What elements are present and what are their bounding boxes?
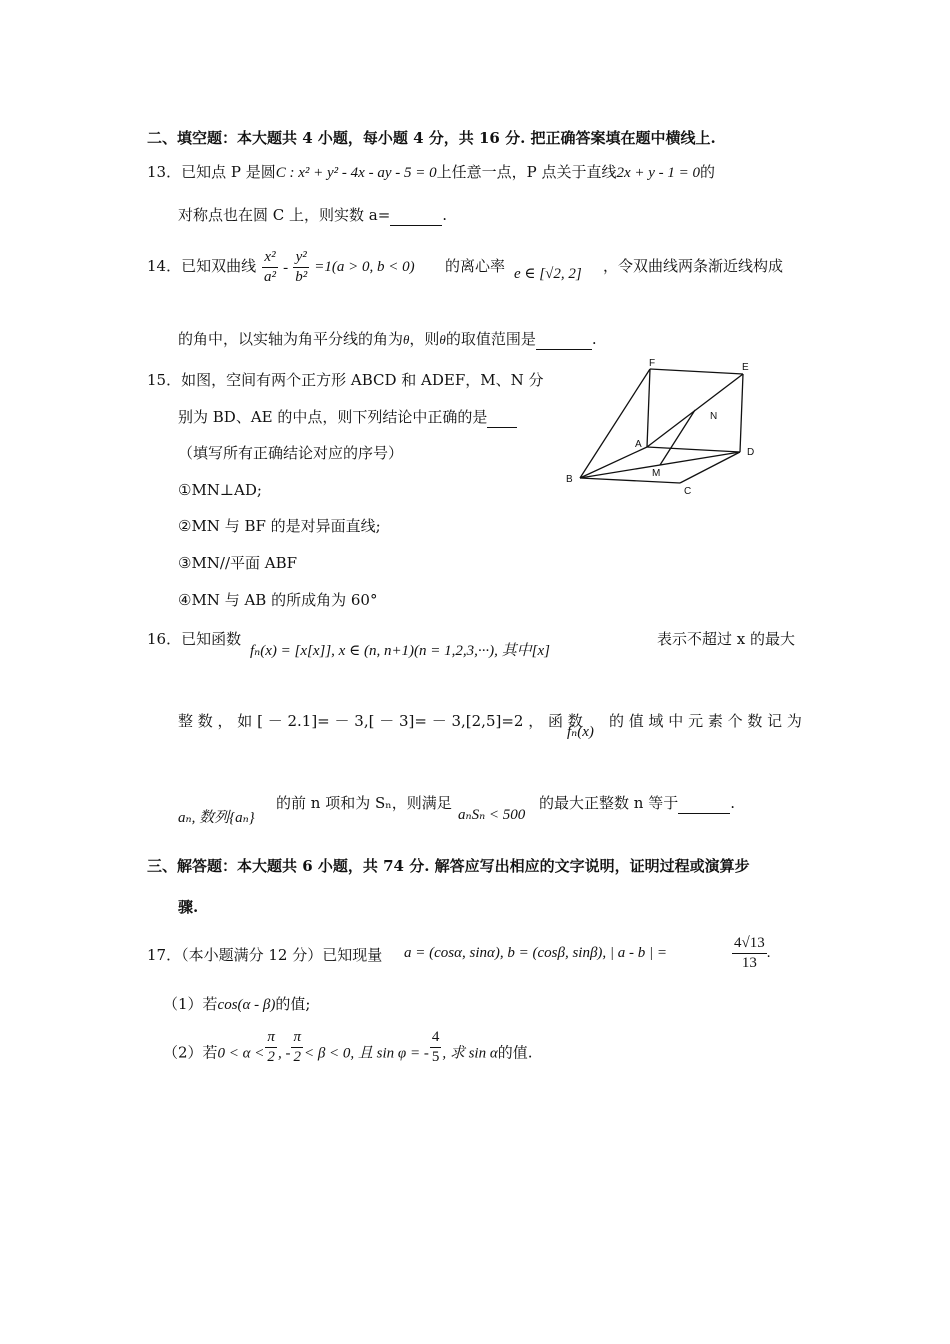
edge-FE [650, 369, 743, 374]
inequality: aₙSₙ < 500 [458, 807, 526, 823]
option-4: ④MN 与 AB 的所成角为 60° [178, 591, 378, 609]
part-1 [163, 994, 310, 1015]
question-14-cont [445, 256, 505, 276]
question-text: 别为 BD、AE 的中点，则下列结论中正确的是 [178, 408, 488, 426]
question-text: ，则 [409, 330, 440, 348]
question-text: 已知函数 [181, 630, 242, 648]
question-text: 如图，空间有两个正方形 ABCD 和 ADEF，M、N 分 [181, 371, 544, 389]
numerator: y² [293, 248, 309, 268]
question-text: 的离心率 [445, 257, 506, 275]
edge-ED [740, 374, 743, 452]
question-16-line2: 整 数 ， 如 [ － 2.1]= － 3,[ － 3]= － 3,[2,5]=2 ， 函 数 [178, 712, 583, 730]
line-equation: 2x + y - 1 = 0 [616, 165, 701, 181]
question-text: 对称点也在圆 C 上，则实数 a= [178, 206, 391, 224]
vector-norm-value [732, 934, 770, 973]
denominator: b² [295, 269, 308, 285]
question-13-line2 [178, 205, 447, 226]
option-2: ②MN 与 BF 的是对异面直线; [178, 517, 381, 535]
condition: =1(a > 0, b < 0) [314, 259, 415, 275]
question-text: 已知双曲线 [181, 257, 257, 275]
question-text: 的值; [275, 995, 311, 1013]
question-text: （本小题满分 12 分）已知现量 [181, 946, 383, 964]
question-text: 的取值范围是 [445, 330, 536, 348]
answer-blank[interactable] [678, 793, 730, 814]
section-2-heading: 二、填空题：本大题共 4 小题，每小题 4 分，共 16 分. 把正确答案填在题中横线上. [147, 129, 716, 147]
period: . [766, 945, 771, 961]
label-D: D [747, 447, 755, 458]
edge-AD [647, 447, 740, 452]
sin-alpha: , 求 sin α [442, 1045, 498, 1062]
theta-symbol: θ [439, 332, 446, 347]
separator: , - [277, 1045, 291, 1062]
question-text: 的角中，以实轴为角平分线的角为 [178, 330, 404, 348]
beta-range: < β < 0, 且 sin φ = - [303, 1045, 429, 1062]
question-text: 已知点 P 是圆 [181, 163, 276, 181]
denominator: a² [264, 269, 276, 285]
question-15-hint: （填写所有正确结论对应的序号） [178, 444, 404, 462]
section-3-heading-cont: 骤. [178, 898, 199, 916]
alpha-range: 0 < α < [217, 1045, 265, 1062]
denominator: 5 [431, 1049, 440, 1065]
circle-equation: C : x² + y² - 4x - ay - 5 = 0 [275, 165, 437, 181]
part-label: （2）若 [163, 1043, 218, 1062]
answer-blank[interactable] [390, 205, 442, 226]
minus-sign: - [283, 260, 289, 276]
option-3: ③MN//平面 ABF [178, 554, 298, 572]
part-2 [163, 1029, 533, 1080]
label-C: C [684, 486, 692, 497]
fraction-4sqrt13-13 [732, 934, 767, 973]
numerator: 4 [430, 1028, 442, 1048]
fraction-y2-b2 [293, 248, 309, 287]
label-N: N [710, 411, 718, 422]
numerator: 4√13 [732, 934, 767, 954]
answer-blank[interactable] [487, 407, 517, 428]
question-14-line2 [178, 329, 597, 350]
question-text: 的最大正整数 n 等于 [539, 794, 679, 812]
label-B: B [566, 474, 573, 485]
label-A: A [635, 439, 642, 450]
question-16-line3: 的前 n 项和为 Sₙ，则满足 [276, 794, 452, 812]
cos-expression: cos(α - β) [217, 997, 276, 1013]
period: . [730, 794, 735, 812]
numerator: x² [262, 248, 278, 268]
question-17 [147, 945, 382, 965]
question-13 [147, 162, 715, 183]
fraction-x2-a2 [262, 248, 278, 287]
function-definition: fₙ(x) = [x[x]], x ∈ (n, n+1)(n = 1,2,3,···), 其中[x] [250, 643, 551, 659]
numerator: π [265, 1028, 277, 1048]
theta-symbol: θ [403, 332, 410, 347]
geometry-figure [560, 355, 770, 500]
question-text: 的 [700, 163, 716, 181]
label-E: E [742, 362, 749, 373]
question-16-line3b [539, 793, 735, 814]
fraction-pi-2 [291, 1028, 303, 1067]
question-number: 15． [147, 371, 182, 389]
question-16 [147, 629, 241, 649]
denominator: 13 [741, 955, 757, 971]
question-15 [147, 370, 544, 390]
vector-definition: a = (cosα, sinα), b = (cosβ, sinβ), | a - b | = [404, 945, 668, 961]
sequence-an: aₙ, 数列{aₙ} [178, 810, 255, 826]
denominator: 2 [267, 1049, 275, 1065]
fraction-pi-2 [265, 1028, 277, 1067]
part-label: （1）若 [163, 995, 218, 1013]
hyperbola-equation [262, 248, 415, 287]
question-text: 的值. [497, 1043, 533, 1062]
question-14-cont2: ，令双曲线两条渐近线构成 [603, 257, 784, 275]
question-number: 13． [147, 163, 182, 181]
question-number: 16． [147, 630, 182, 648]
question-14 [147, 256, 256, 276]
section-3-heading: 三、解答题：本大题共 6 小题，共 74 分. 解答应写出相应的文字说明，证明过程或演算步 [147, 857, 750, 875]
question-number: 17． [147, 946, 182, 964]
eccentricity-range: e ∈ [√2, 2] [514, 266, 582, 282]
edge-BC [580, 478, 680, 483]
option-1: ①MN⊥AD; [178, 481, 262, 499]
question-number: 14． [147, 257, 182, 275]
question-16-line2b: 的 值 域 中 元 素 个 数 记 为 [609, 712, 802, 730]
label-F: F [649, 358, 656, 369]
label-M: M [652, 468, 661, 479]
period: . [591, 330, 597, 348]
question-16-cont: 表示不超过 x 的最大 [657, 630, 795, 648]
fraction-4-5 [430, 1028, 442, 1067]
segment-MN [660, 410, 695, 465]
denominator: 2 [293, 1049, 301, 1065]
question-text: 上任意一点，P 点关于直线 [436, 163, 617, 181]
numerator: π [291, 1028, 303, 1048]
period: . [442, 206, 448, 224]
answer-blank[interactable] [536, 329, 592, 350]
edge-AF [647, 369, 650, 447]
function-fn: fₙ(x) [567, 724, 594, 740]
question-15-line2 [178, 407, 517, 428]
